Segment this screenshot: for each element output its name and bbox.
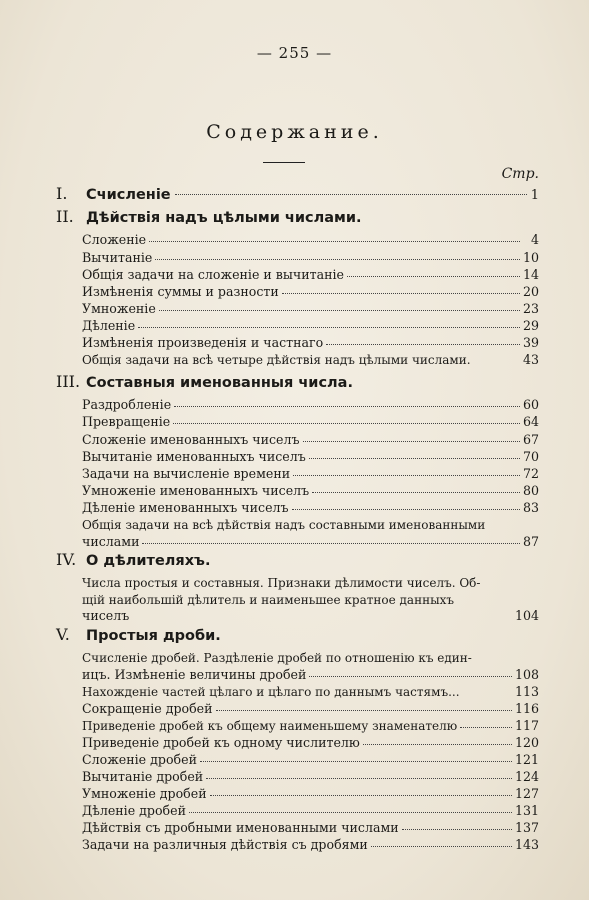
- entry-page: 29: [522, 318, 539, 333]
- list-item[interactable]: [82, 352, 539, 370]
- entry-page: 120: [514, 735, 539, 750]
- list-item[interactable]: [82, 432, 539, 450]
- entry-title: Дѣленіе: [82, 318, 136, 333]
- list-item[interactable]: [82, 466, 539, 484]
- list-item[interactable]: [82, 284, 539, 302]
- entry-title-line2: щій наибольшій дѣлитель и наименьшее кратное данныхъ: [82, 593, 455, 607]
- dot-leader: [175, 184, 527, 195]
- list-item[interactable]: [82, 837, 539, 855]
- list-item[interactable]: [82, 786, 539, 804]
- dot-leader: [216, 701, 512, 711]
- entry-title: Сложеніе дробей: [82, 752, 197, 767]
- list-item[interactable]: [82, 684, 539, 702]
- dot-leader: [206, 769, 512, 779]
- dot-leader: [293, 466, 520, 476]
- entry-page: 72: [522, 466, 539, 481]
- section-2[interactable]: [56, 207, 539, 229]
- entry-title: Вычитаніе именованныхъ чиселъ: [82, 449, 306, 464]
- list-item-multiline[interactable]: [82, 650, 539, 668]
- dot-leader: [363, 735, 512, 745]
- entry-title-line2: числами: [82, 534, 140, 549]
- dot-leader: [189, 803, 512, 813]
- dot-leader: [282, 284, 520, 294]
- entry-title: Умноженіе дробей: [82, 786, 207, 801]
- entry-page: 4: [530, 232, 539, 247]
- entry-title: Сокращеніе дробей: [82, 701, 213, 716]
- entry-title: Задачи на вычисленіе времени: [82, 466, 291, 481]
- list-item-multiline[interactable]: [82, 575, 539, 593]
- list-item-continuation[interactable]: [82, 608, 539, 626]
- dot-leader: [142, 534, 519, 544]
- entry-page: 83: [522, 500, 539, 515]
- list-item[interactable]: [82, 803, 539, 821]
- dot-leader: [173, 414, 520, 424]
- list-item[interactable]: [82, 735, 539, 753]
- dot-leader: [312, 483, 520, 493]
- entry-title: Раздробленіе: [82, 397, 172, 412]
- dot-leader: [309, 667, 512, 677]
- entry-title: Дѣйствія съ дробными именованными числами: [82, 820, 399, 835]
- dot-leader: [460, 718, 512, 728]
- page-number: — 255 —: [256, 44, 333, 62]
- section-1-page: 1: [530, 188, 539, 203]
- list-item[interactable]: [82, 718, 539, 736]
- entry-title: Дѣленіе дробей: [82, 803, 186, 818]
- entry-title: Приведеніе дробей къ одному числителю: [82, 735, 360, 750]
- dot-leader: [371, 837, 512, 847]
- entry-page: 10: [522, 250, 539, 265]
- section-3-number: III.: [56, 372, 81, 391]
- page-column-label: Стр.: [501, 166, 539, 182]
- contents-heading: Содержание.: [206, 121, 383, 143]
- entry-title: Измѣненія суммы и разности: [82, 284, 279, 299]
- list-item[interactable]: [82, 335, 539, 353]
- dot-leader: [200, 752, 512, 762]
- list-item-continuation[interactable]: [82, 667, 539, 685]
- list-item[interactable]: [82, 752, 539, 770]
- entry-title: Нахожденіе частей цѣлаго и цѣлаго по даннымъ частямъ...: [82, 685, 460, 699]
- list-item[interactable]: [82, 500, 539, 518]
- section-1-title: Счисленіе: [86, 187, 171, 203]
- list-item[interactable]: [82, 820, 539, 838]
- entry-title: Умноженіе именованныхъ чиселъ: [82, 483, 310, 498]
- dot-leader: [347, 267, 520, 277]
- list-item[interactable]: [82, 414, 539, 432]
- list-item[interactable]: [82, 701, 539, 719]
- section-4[interactable]: [56, 550, 539, 572]
- entry-title: Вычитаніе дробей: [82, 769, 204, 784]
- dot-leader: [174, 397, 520, 407]
- entry-title: Сложеніе: [82, 232, 147, 247]
- dot-leader: [292, 500, 520, 510]
- entry-page: 124: [514, 769, 539, 784]
- entry-page: 121: [514, 752, 539, 767]
- section-5[interactable]: [56, 625, 539, 647]
- section-4-number: IV.: [56, 550, 77, 569]
- list-item[interactable]: [82, 232, 539, 250]
- entry-title-line1: Общія задачи на всѣ дѣйствія надъ составными именованными: [82, 518, 486, 532]
- entry-page: 143: [514, 837, 539, 852]
- entry-title: Общія задачи на всѣ четыре дѣйствія надъ цѣлыми числами.: [82, 353, 471, 367]
- section-1[interactable]: [56, 184, 539, 206]
- entry-page: 116: [514, 701, 539, 716]
- entry-title-line2: ицъ. Измѣненіе величины дробей: [82, 667, 307, 682]
- entry-page: 137: [514, 820, 539, 835]
- entry-title: Дѣленіе именованныхъ чиселъ: [82, 500, 289, 515]
- section-5-number: V.: [56, 625, 70, 644]
- section-2-title: Дѣйствія надъ цѣлыми числами.: [86, 210, 362, 226]
- entry-title-line1: Числа простыя и составныя. Признаки дѣлимости чиселъ. Об-: [82, 576, 481, 590]
- entry-page: 113: [514, 684, 539, 699]
- list-item[interactable]: [82, 267, 539, 285]
- entry-title: Умноженіе: [82, 301, 156, 316]
- entry-page: 20: [522, 284, 539, 299]
- dot-leader: [155, 250, 520, 260]
- section-3[interactable]: [56, 372, 539, 394]
- entry-page: 64: [522, 414, 539, 429]
- list-item[interactable]: [82, 301, 539, 319]
- entry-page: 60: [522, 397, 539, 412]
- entry-page: 104: [514, 608, 539, 623]
- entry-title: Вычитаніе: [82, 250, 153, 265]
- dot-leader: [138, 318, 520, 328]
- entry-page: 108: [514, 667, 539, 682]
- entry-title-line1: Счисленіе дробей. Раздѣленіе дробей по отношенію къ един-: [82, 651, 472, 665]
- entry-page: 117: [514, 718, 539, 733]
- entry-page: 39: [522, 335, 539, 350]
- section-2-number: II.: [56, 207, 74, 226]
- list-item[interactable]: [82, 318, 539, 336]
- list-item[interactable]: [82, 483, 539, 501]
- list-item[interactable]: [82, 449, 539, 467]
- entry-page: 131: [514, 803, 539, 818]
- entry-page: 67: [522, 432, 539, 447]
- section-3-title: Составныя именованныя числа.: [86, 375, 353, 391]
- entry-page: 80: [522, 483, 539, 498]
- entry-title: Задачи на различныя дѣйствія съ дробями: [82, 837, 368, 852]
- entry-page: 43: [522, 352, 539, 367]
- entry-title: Измѣненія произведенія и частнаго: [82, 335, 324, 350]
- entry-page: 23: [522, 301, 539, 316]
- list-item-multiline[interactable]: [82, 517, 539, 535]
- entry-title: Сложеніе именованныхъ чиселъ: [82, 432, 300, 447]
- dot-leader: [326, 335, 520, 345]
- list-item[interactable]: [82, 397, 539, 415]
- entry-title-line3: чиселъ: [82, 608, 130, 623]
- dot-leader: [402, 820, 512, 830]
- entry-page: 70: [522, 449, 539, 464]
- entry-title: Превращеніе: [82, 414, 171, 429]
- entry-page: 87: [522, 534, 539, 549]
- dot-leader: [210, 786, 512, 796]
- entry-page: 127: [514, 786, 539, 801]
- dot-leader: [309, 449, 520, 459]
- list-item[interactable]: [82, 250, 539, 268]
- dot-leader: [159, 301, 520, 311]
- section-4-title: О дѣлителяхъ.: [86, 553, 211, 569]
- section-1-number: I.: [56, 184, 68, 203]
- entry-page: 14: [522, 267, 539, 282]
- dot-leader: [149, 232, 520, 242]
- list-item[interactable]: [82, 769, 539, 787]
- dot-leader: [303, 432, 520, 442]
- entry-title: Приведеніе дробей къ общему наименьшему знаменателю: [82, 719, 458, 733]
- entry-title: Общія задачи на сложеніе и вычитаніе: [82, 267, 344, 282]
- section-5-title: Простыя дроби.: [86, 628, 221, 644]
